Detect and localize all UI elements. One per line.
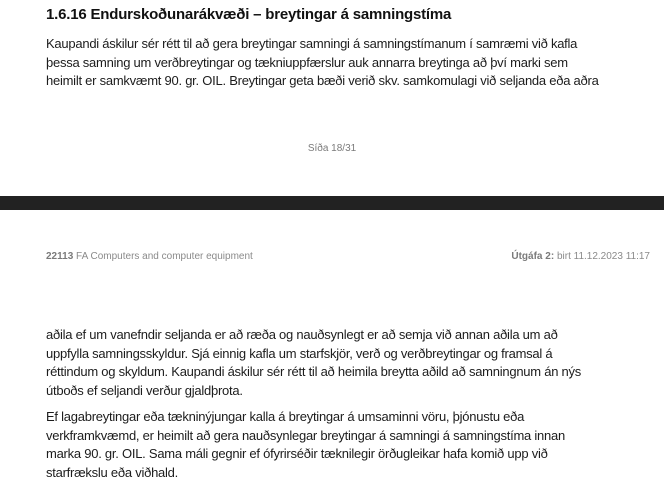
paragraph-line: marka 90. gr. OIL. Sama máli gegnir ef ófyrirséðir tæknilegir örðugleikar hafa komið upp við: [46, 446, 548, 461]
document-page-19: [0, 210, 664, 492]
page-number: Síða 18/31: [307, 143, 357, 154]
paragraph-line: Kaupandi áskilur sér rétt til að gera breytingar samningi á samningstímanum í samræmi við kafla: [46, 36, 578, 51]
body-paragraph-2: [46, 408, 646, 482]
document-id: 22113: [46, 251, 74, 262]
paragraph-line: útboðs ef seljandi verður gjaldþrota.: [46, 382, 243, 398]
paragraph-line: verkframkvæmd, er heimilt að gera nauðsynlegar breytingar á samningi á samningstíma innan: [46, 427, 565, 443]
paragraph-line: starfrækslu eða viðhald.: [46, 464, 179, 480]
paragraph-line: aðila ef um vanefndir seljanda er að ræða og nauðsynlegt er að semja við annan aðila um að: [46, 327, 558, 342]
document-header-version: [511, 251, 650, 262]
document-header-title: [46, 251, 253, 262]
body-paragraph-1: [46, 326, 646, 400]
paragraph-line: réttindum og skyldum. Kaupandi áskilur sér rétt til að heimila breytta aðild að samningnum án nýs: [46, 364, 582, 379]
paragraph-line: Ef lagabreytingar eða tækninýjungar kalla á breytingar á umsaminni vöru, þjónustu eða: [46, 409, 525, 424]
document-page-18: [0, 0, 664, 196]
paragraph-line: heimilt er samkvæmt 90. gr. OIL. Breytingar geta bæði verið skv. samkomulagi við seljanda eða aðra: [46, 73, 599, 88]
paragraph-line: þessa samning um verðbreytingar og tækniuppfærslur auk annarra breytinga að því marki sem: [46, 54, 568, 70]
document-title: FA Computers and computer equipment: [73, 251, 253, 262]
section-heading: 1.6.16 Endurskoðunarákvæði – breytingar á samningstíma: [46, 6, 452, 23]
paragraph-line: uppfylla samningsskyldur. Sjá einnig kafla um starfskjör, verð og verðbreytingar og framsal á: [46, 345, 553, 361]
version-date: birt 11.12.2023 11:17: [554, 251, 650, 262]
version-label: Útgáfa 2:: [511, 251, 555, 262]
page-separator: [0, 196, 664, 210]
section-paragraph: [46, 35, 646, 91]
